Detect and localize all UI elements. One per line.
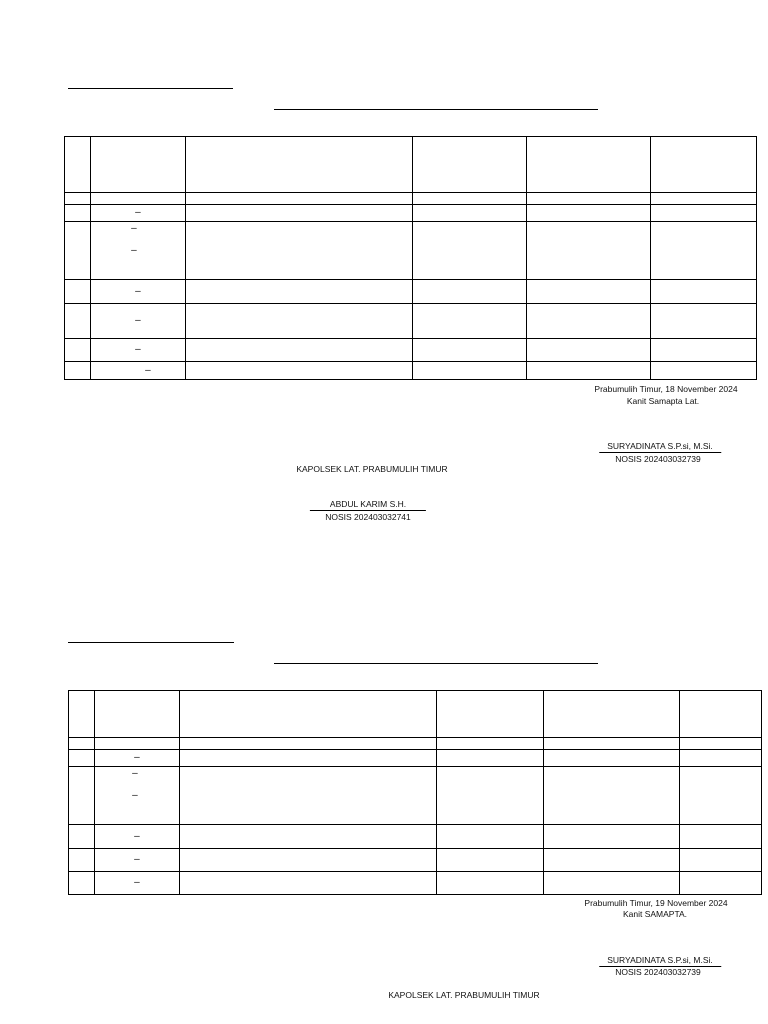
header-cell — [527, 137, 651, 193]
header-cell — [65, 137, 91, 193]
dash-mark: – — [135, 344, 141, 355]
table-row — [69, 738, 762, 750]
header-cell — [680, 691, 762, 738]
header-cell — [412, 137, 527, 193]
table-row — [65, 304, 757, 339]
approver-nosis: NOSIS 202403032741 — [325, 512, 411, 522]
dash-mark: – — [145, 364, 151, 376]
signer-nosis: NOSIS 202403032739 — [615, 454, 701, 464]
signer-position: Kanit SAMAPTA. — [622, 909, 688, 919]
table-row — [69, 750, 762, 767]
signer-name: SURYADINATA S.P.si, M.Si. — [599, 441, 721, 453]
place-date: Prabumulih Timur, 18 November 2024 — [594, 384, 738, 394]
table-row — [69, 849, 762, 872]
dash-mark: – — [135, 207, 141, 218]
header-rule-left — [68, 642, 234, 643]
dash-mark: – — [134, 830, 140, 842]
approver-title: KAPOLSEK LAT. PRABUMULIH TIMUR — [388, 990, 540, 1000]
dash-mark: – — [134, 854, 140, 865]
table-header-row — [69, 691, 762, 738]
header-cell — [179, 691, 437, 738]
approver-name: ABDUL KARIM S.H. — [310, 499, 426, 511]
header-cell — [544, 691, 680, 738]
table-row — [65, 205, 757, 222]
dash-mark: – — [132, 768, 138, 779]
table-row — [65, 280, 757, 304]
header-cell — [437, 691, 544, 738]
header-rule-title — [274, 109, 598, 110]
header-cell — [90, 137, 185, 193]
dash-mark: – — [135, 315, 141, 326]
table-row — [65, 193, 757, 205]
dash-mark: – — [134, 877, 140, 888]
signer-name: SURYADINATA S.P.si, M.Si. — [599, 955, 721, 967]
report-table-1 — [64, 136, 757, 380]
report-table-2 — [68, 690, 762, 895]
table-row — [69, 767, 762, 825]
dash-mark: – — [132, 790, 138, 801]
table-row — [65, 339, 757, 362]
header-rule-title — [274, 663, 598, 664]
dash-mark: – — [131, 223, 137, 234]
dash-mark: – — [134, 752, 140, 763]
header-cell — [185, 137, 412, 193]
header-rule-left — [68, 88, 233, 89]
table-row — [69, 825, 762, 849]
table-row — [65, 362, 757, 380]
table-header-row — [65, 137, 757, 193]
header-cell — [69, 691, 95, 738]
signer-position: Kanit Samapta Lat. — [626, 396, 700, 406]
approver-title: KAPOLSEK LAT. PRABUMULIH TIMUR — [296, 464, 448, 474]
header-cell — [94, 691, 179, 738]
header-cell — [651, 137, 757, 193]
table-row — [65, 222, 757, 280]
signer-nosis: NOSIS 202403032739 — [615, 967, 701, 977]
dash-mark: – — [135, 285, 141, 297]
dash-mark: – — [131, 245, 137, 256]
place-date: Prabumulih Timur, 19 November 2024 — [584, 898, 728, 908]
table-row — [69, 872, 762, 895]
